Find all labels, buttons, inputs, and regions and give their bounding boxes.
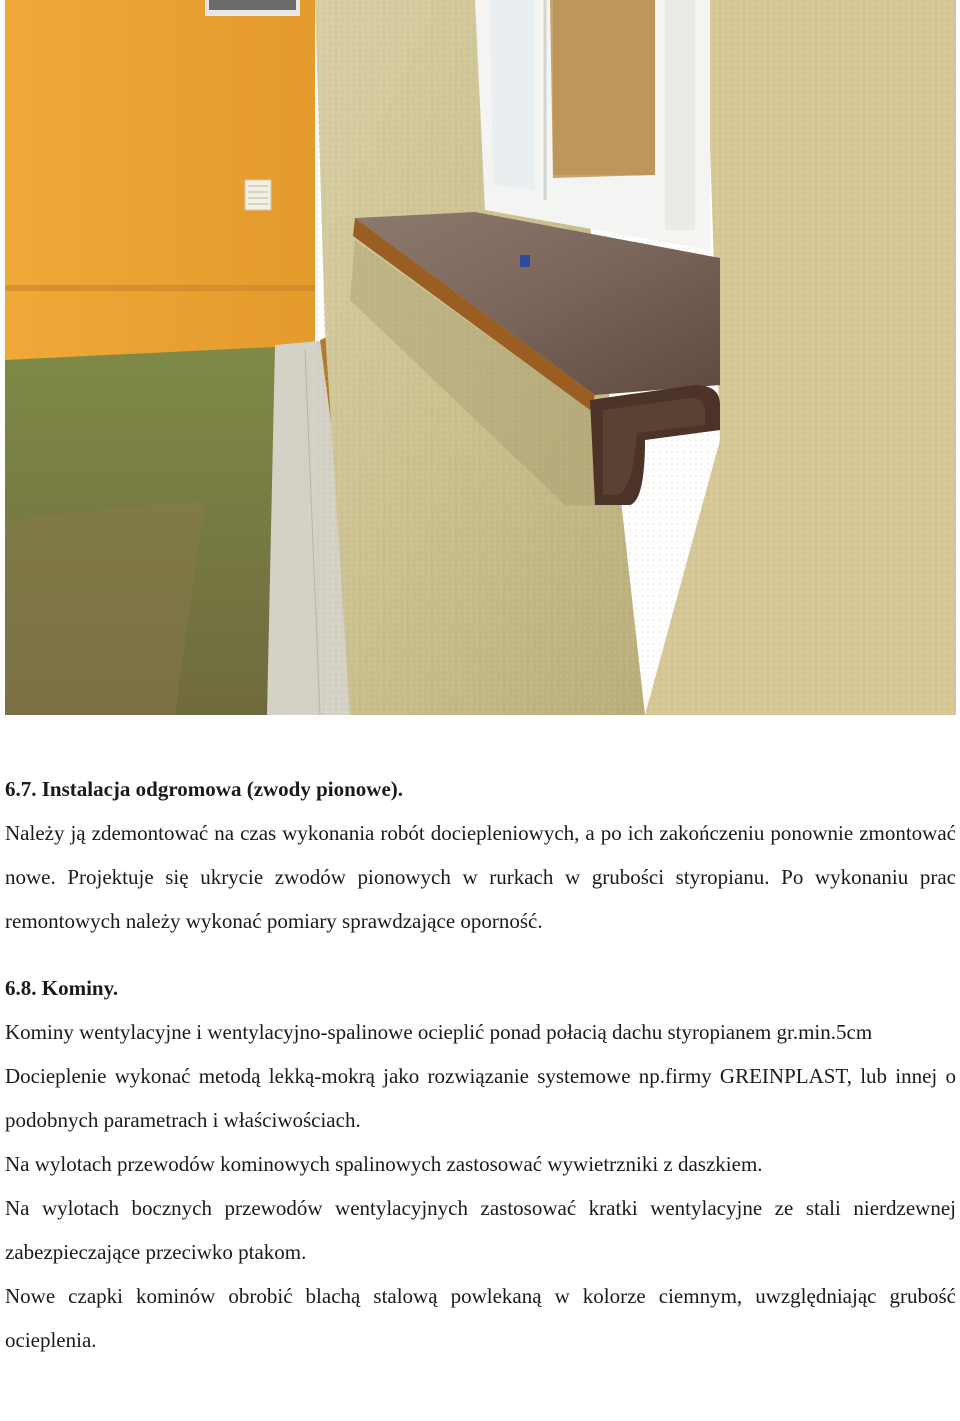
section-lightning-protection	[5, 767, 956, 943]
section-paragraph: Na wylotach przewodów kominowych spalinowych zastosować wywietrzniki z daszkiem.	[5, 1152, 763, 1176]
window-sill-photo	[5, 0, 956, 715]
section-paragraph: Kominy wentylacyjne i wentylacyjno-spalinowe ocieplić ponad połacią dachu styropianem gr.min.5cm	[5, 1020, 873, 1044]
window-sill-photo-icon	[5, 0, 956, 715]
section-paragraph: Docieplenie wykonać metodą lekką-mokrą jako rozwiązanie systemowe np.firmy GREINPLAST, lub innej o podobnych parametrach i właściwościach.	[5, 1064, 956, 1132]
section-heading: 6.8. Kominy.	[5, 976, 119, 1000]
section-paragraph: Należy ją zdemontować na czas wykonania robót dociepleniowych, a po ich zakończeniu ponownie zmontować nowe. Projektuje się ukrycie zwodów pionowych w rurkach w grubości styropianu. Po wykonaniu prac remontowych należy wykonać pomiary sprawdzające oporność.	[5, 821, 956, 933]
section-paragraph: Nowe czapki kominów obrobić blachą stalową powlekaną w kolorze ciemnym, uwzględniając grubość ocieplenia.	[5, 1284, 956, 1352]
section-paragraph: Na wylotach bocznych przewodów wentylacyjnych zastosować kratki wentylacyjne ze stali nierdzewnej zabezpieczające przeciwko ptakom.	[5, 1196, 956, 1264]
section-heading: 6.7. Instalacja odgromowa (zwody pionowe).	[5, 777, 404, 801]
section-chimneys	[5, 966, 956, 1362]
